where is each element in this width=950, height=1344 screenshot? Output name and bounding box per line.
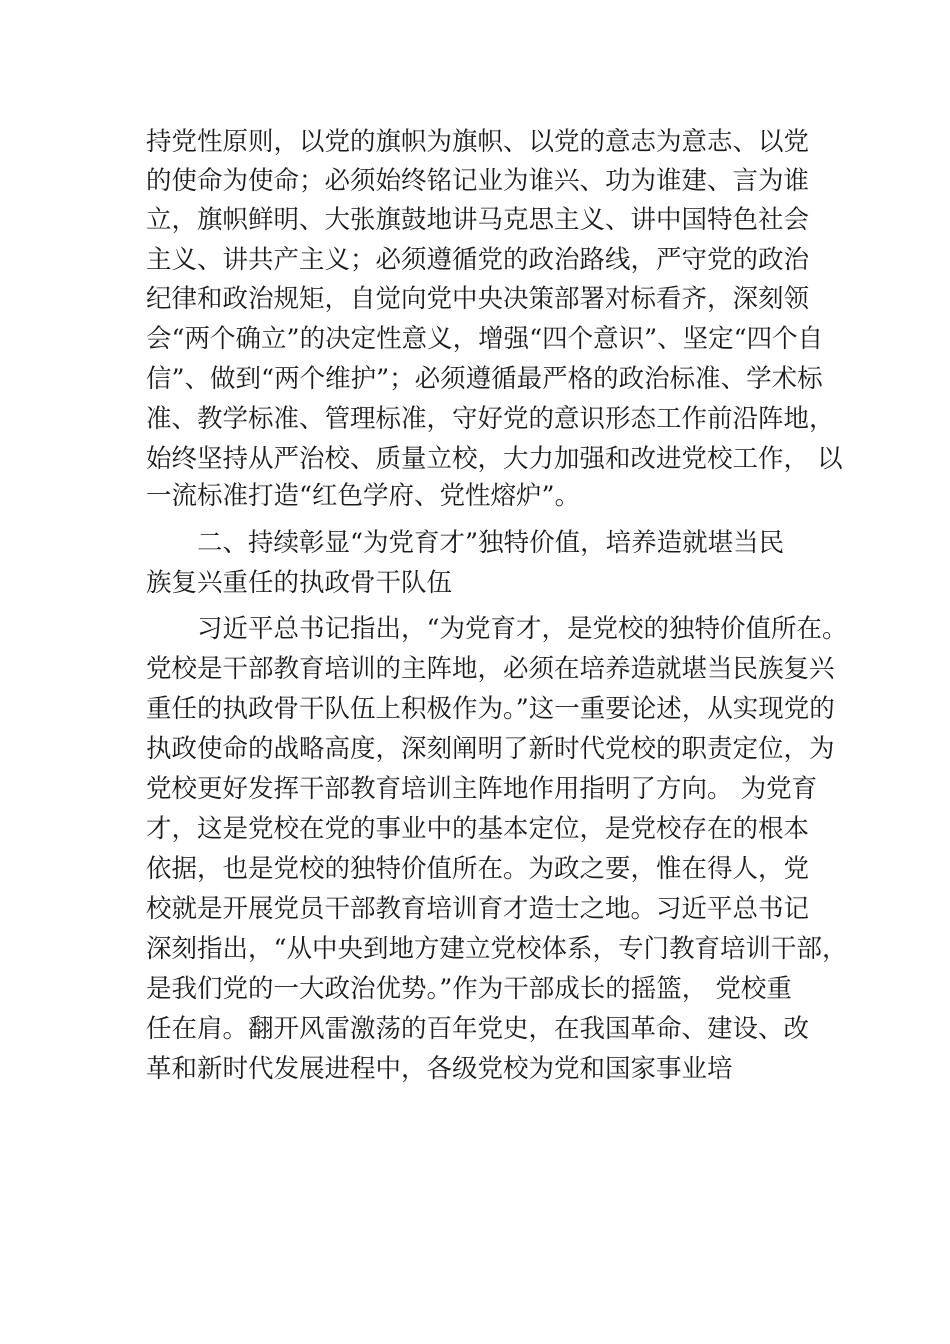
text-line: 重任的执政骨干队伍上积极作为。”这一重要论述，从实现党的 (146, 694, 835, 724)
text-line: 党校更好发挥干部教育培训主阵地作用指明了方向。 为党育 (146, 774, 818, 804)
text-line: 校就是开展党员干部教育培训育才造士之地。习近平总书记 (146, 894, 810, 924)
text-line: 持党性原则，以党的旗帜为旗帜、以党的意志为意志、以党 (146, 127, 810, 157)
section-heading-line: 族复兴重任的执政骨干队伍 (146, 568, 453, 598)
text-line: 主义、讲共产主义；必须遵循党的政治路线，严守党的政治 (146, 245, 810, 275)
text-line: 党校是干部教育培训的主阵地，必须在培养造就堪当民族复兴 (146, 654, 835, 684)
text-line: 立，旗帜鲜明、大张旗鼓地讲马克思主义、讲中国特色社会 (146, 205, 810, 235)
text-line: 习近平总书记指出，“为党育才，是党校的独特价值所在。 (146, 614, 848, 644)
text-line: 深刻指出，“从中央到地方建立党校体系，专门教育培训干部， (146, 934, 848, 964)
text-line: 准、教学标准、管理标准，守好党的意识形态工作前沿阵地， (146, 404, 835, 434)
section-heading-line: 二、持续彰显“为党育才”独特价值，培养造就堪当民 (146, 528, 785, 558)
text-line: 是我们党的一大政治优势。”作为干部成长的摇篮， 党校重 (146, 974, 792, 1004)
text-line: 革和新时代发展进程中，各级党校为党和国家事业培 (146, 1054, 733, 1084)
text-line: 信”、做到“两个维护”；必须遵循最严格的政治标准、学术标 (146, 364, 823, 394)
text-line: 执政使命的战略高度，深刻阐明了新时代党校的职责定位，为 (146, 734, 835, 764)
text-line: 任在肩。翻开风雷激荡的百年党史，在我国革命、建设、改 (146, 1014, 810, 1044)
text-line: 依据，也是党校的独特价值所在。为政之要，惟在得人，党 (146, 854, 810, 884)
text-line: 的使命为使命；必须始终铭记业为谁兴、功为谁建、言为谁 (146, 166, 810, 196)
text-line: 纪律和政治规矩，自觉向党中央决策部署对标看齐，深刻领 (146, 284, 810, 314)
text-line: 会“两个确立”的决定性意义，增强“四个意识”、坚定“四个自 (146, 324, 824, 354)
text-line: 一流标准打造“红色学府、党性熔炉”。 (146, 481, 581, 511)
text-line: 才，这是党校在党的事业中的基本定位，是党校存在的根本 (146, 814, 810, 844)
text-line: 始终坚持从严治校、质量立校，大力加强和改进党校工作， 以 (146, 444, 843, 474)
